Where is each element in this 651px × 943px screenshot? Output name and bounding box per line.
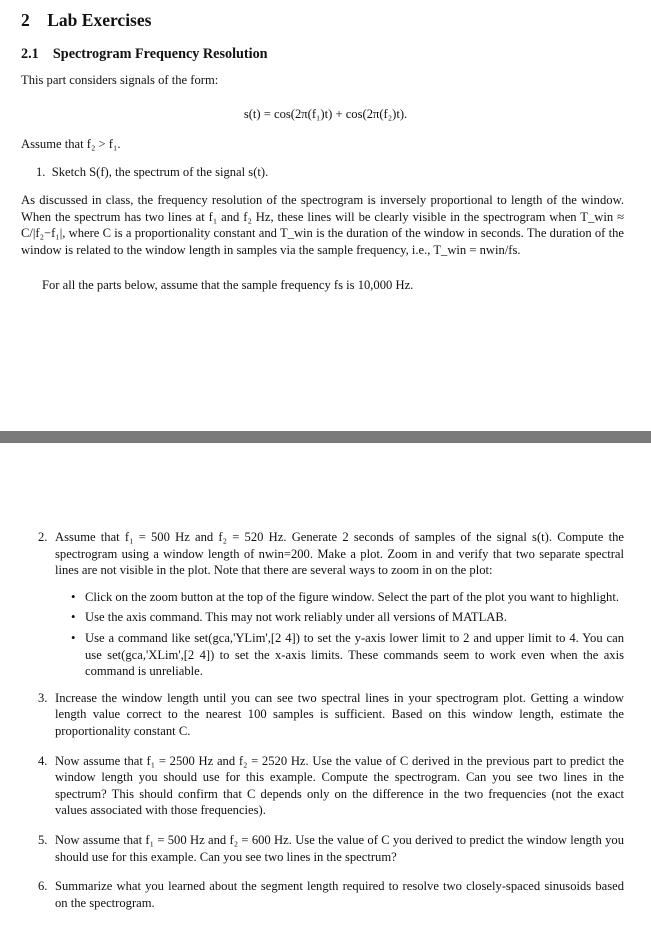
bullet-item: • Use the axis command. This may not work reliably under all versions of MATLAB. — [71, 610, 507, 625]
exercise-item-1: 1. Sketch S(f), the spectrum of the signal s(t). — [36, 165, 269, 179]
item-number: 5. — [38, 832, 48, 847]
intro-text: This part considers signals of the form: — [21, 73, 219, 87]
item-text: Summarize what you learned about the segment length required to resolve two closely-spaced sinusoids based on the spectrogram. — [55, 879, 624, 910]
section-heading: 2 Lab Exercises — [21, 10, 152, 30]
exercise-item-4 — [38, 753, 624, 819]
exercise-item-6 — [38, 878, 624, 911]
subsection-heading: 2.1 Spectrogram Frequency Resolution — [21, 46, 268, 62]
bullet-item: • Click on the zoom button at the top of the figure window. Select the part of the plot you want to highlight. — [71, 589, 619, 604]
item-text: Now assume that f₁ = 2500 Hz and f₂ = 2520 Hz. Use the value of C derived in the previous part to predict the window length you should use for this example. Compute the spectrogram. Can you see two lines in the spectrum? This should confirm that C depends only on the difference in the two frequencies (not the exact values associated with those frequencies). — [55, 753, 624, 818]
zoom-methods-list — [55, 589, 624, 680]
item-number: 6. — [38, 879, 48, 894]
page-separator — [0, 431, 651, 443]
item-text: Increase the window length until you can see two spectral lines in your spectrogram plot. Getting a window length value correct to the nearest 100 samples is sufficient. Based on this window length, estimate the proportionality constant C. — [55, 690, 624, 738]
bullet-text: Use a command like set(gca,'YLim',[2 4]) to set the y-axis lower limit to 2 and upper limit to 4. You can use set(gca,'XLim',[2 4]) to set the x-axis limits. These commands seem to work even when the axis command is unreliable. — [85, 630, 624, 679]
bullet-text: Use the axis command. This may not work reliably under all versions of MATLAB. — [85, 610, 507, 625]
sample-frequency-note: For all the parts below, assume that the sample frequency fs is 10,000 Hz. — [42, 278, 414, 292]
exercise-item-3 — [38, 690, 624, 740]
exercise-item-5 — [38, 832, 624, 865]
discussion-paragraph: As discussed in class, the frequency resolution of the spectrogram is inversely proportional to length of the window. When the spectrum has two lines at f₁ and f₂ Hz, these lines will be clearly visible in the spectrogram when T_win ≈ C/|f₂−f₁|, where C is a proportionality constant and T_win is the duration of the window in seconds. The duration of the window is related to the window length in samples via the sample frequency, i.e., T_win = nwin/fs. — [21, 193, 624, 257]
bullet-item: • Use a command like set(gca,'YLim',[2 4]) to set the y-axis lower limit to 2 and upper limit to 4. You can use set(gca,'XLim',[2 4]) to set the x-axis limits. These commands seem to work even when the axis command is unreliable. — [71, 630, 624, 679]
bullet-text: Click on the zoom button at the top of the figure window. Select the part of the plot you want to highlight. — [85, 589, 619, 604]
signal-formula: s(t) = cos(2π(f₁)t) + cos(2π(f₂)t). — [243, 107, 408, 121]
exercise-item-2 — [38, 529, 624, 680]
item-number: 4. — [38, 753, 48, 768]
exercise-list — [38, 529, 624, 911]
item-text: Assume that f₁ = 500 Hz and f₂ = 520 Hz. Generate 2 seconds of samples of the signal s(t). Compute the spectrogram using a window length of nwin=200. Make a plot. Zoom in and verify that two separate spectral lines are not visible in the plot. Note that there are several ways to zoom in on the plot: — [55, 530, 624, 578]
item-number: 2. — [38, 530, 48, 544]
item-number: 3. — [38, 690, 48, 705]
item-text: Now assume that f₁ = 500 Hz and f₂ = 600 Hz. Use the value of C you derived to predict the window length you should use for this example. Can you see two lines in the spectrum? — [55, 832, 624, 864]
assumption-text: Assume that f₂ > f₁. — [21, 137, 121, 151]
